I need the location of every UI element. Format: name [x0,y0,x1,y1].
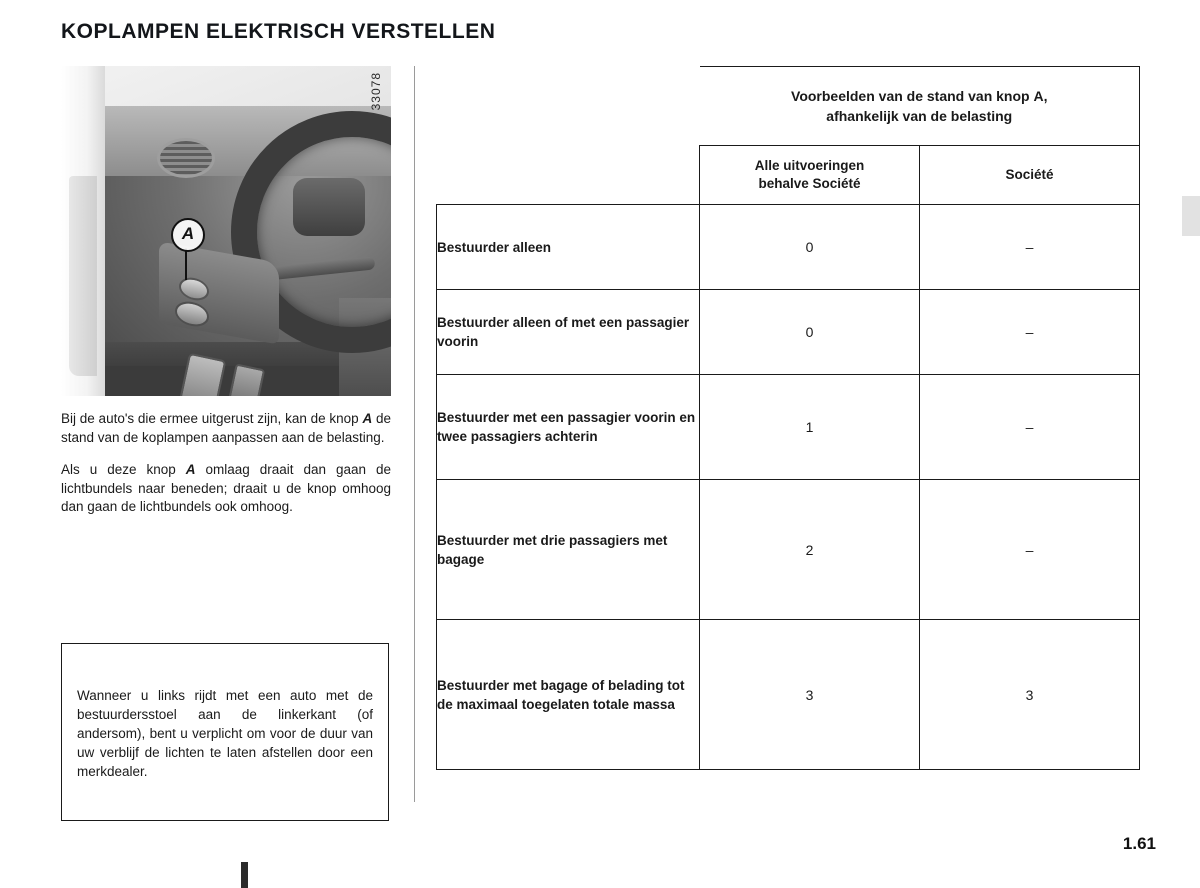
table-row [437,205,1140,290]
left-column [61,66,391,531]
row-label-4: Bestuurder met drie passagiers met bagage [437,480,700,620]
callout-marker-a: A [171,218,205,252]
paragraph-2: Als u deze knop A omlaag draait dan gaan de lichtbundels naar beneden; draait u de knop omhoog dan gaan de lichtbundels ook omhoog. [61,462,391,514]
table-header-row-sub [437,146,1140,205]
row-value-societe-5: 3 [920,620,1140,770]
table-header-main-line1: Voorbeelden van de stand van knop A, [791,88,1048,104]
row-value-all-1: 0 [700,205,920,290]
row-label-1: Bestuurder alleen [437,205,700,290]
row-value-societe-3: – [920,375,1140,480]
row-value-societe-4: – [920,480,1140,620]
row-value-all-3: 1 [700,375,920,480]
table-corner-cell-2 [437,146,700,205]
column-separator [414,66,415,802]
row-value-all-2: 0 [700,290,920,375]
row-label-3: Bestuurder met een passagier voorin en twee passagiers achterin [437,375,700,480]
bottom-registration-mark [241,862,248,888]
page-number: 1.61 [1122,834,1156,853]
row-label-5: Bestuurder met bagage of belading tot de maximaal toegelaten totale massa [437,620,700,770]
row-value-all-5: 3 [700,620,920,770]
table-header-all-versions-line1: Alle uitvoeringen [754,158,865,173]
table-header-all-versions [700,146,920,205]
load-settings-table-wrap [436,66,1139,770]
photo-reference-number: 33078 [369,72,383,111]
table-row [437,620,1140,770]
table-header-main-line2: afhankelijk van de belasting [826,108,1013,124]
page-title: KOPLAMPEN ELEKTRISCH VERSTELLEN [61,20,496,43]
warning-note-box [61,643,389,821]
paragraph-1: Bij de auto's die ermee uitgerust zijn, kan de knop A de stand van de koplampen aanpassen aan de belasting. [61,411,391,445]
warning-note-text: Wanneer u links rijdt met een auto met de bestuurdersstoel aan de linkerkant (of andersom), bent u verplicht om voor de duur van uw verblijf de lichten te laten afstellen door een merkdealer. [77,688,373,779]
row-value-societe-1: – [920,205,1140,290]
table-row [437,375,1140,480]
table-header-row-main [437,67,1140,146]
body-text [61,410,391,517]
row-value-societe-2: – [920,290,1140,375]
table-header-societe: Société [920,146,1140,205]
table-row [437,290,1140,375]
row-label-2: Bestuurder alleen of met een passagier voorin [437,290,700,375]
door-panel-shape [69,176,97,376]
air-vent-shape [157,138,215,178]
section-edge-tab [1182,196,1200,236]
table-row [437,480,1140,620]
table-header-main [700,67,1140,146]
dashboard-illustration [61,66,391,396]
table-header-all-versions-line2: behalve Société [758,176,861,191]
load-settings-table [436,66,1140,770]
table-corner-cell [437,67,700,146]
row-value-all-4: 2 [700,480,920,620]
steering-wheel-hub-shape [293,178,365,236]
callout-leader-line [185,248,187,280]
